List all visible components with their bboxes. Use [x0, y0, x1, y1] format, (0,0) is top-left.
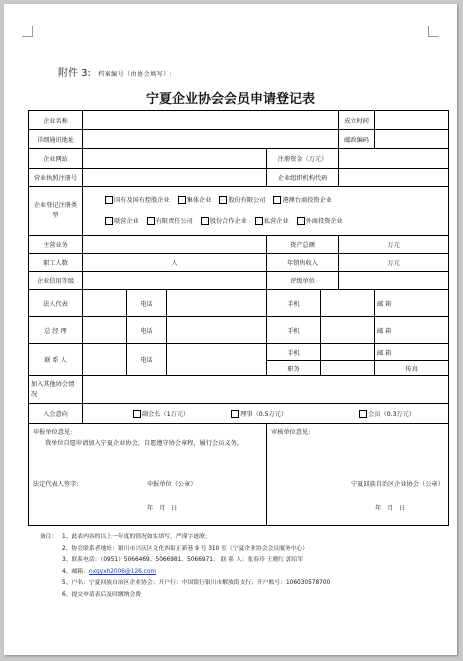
applicant-opinion-title: 申报单位意见: [33, 429, 73, 436]
email-link[interactable]: nxqyxh2006@126.com [88, 568, 157, 575]
general-manager-mobile-input[interactable] [321, 317, 375, 344]
document-page [4, 4, 457, 655]
row-license [29, 169, 449, 187]
row-address [29, 130, 449, 149]
total-assets-label: 资产总额 [267, 236, 339, 254]
row-main-business [29, 236, 449, 254]
phone-label: 电话 [127, 290, 167, 317]
contact-position-input[interactable] [321, 361, 375, 376]
application-form-table [28, 110, 449, 526]
checkbox-icon[interactable] [255, 217, 263, 225]
reg-type-row-2 [105, 215, 446, 228]
general-manager-label: 总 经 理 [29, 317, 83, 344]
review-opinion-cell[interactable] [267, 424, 449, 526]
general-manager-input[interactable] [83, 317, 127, 344]
reg-type-option[interactable]: 国有及国有控股企业 [105, 194, 170, 207]
reg-type-option[interactable]: 股份有限公司 [219, 194, 265, 207]
general-manager-phone-input[interactable] [167, 317, 267, 344]
legal-rep-label: 法人代表 [29, 290, 83, 317]
row-other-association [29, 376, 449, 404]
mobile-label: 手机 [267, 344, 321, 361]
row-company-name [29, 111, 449, 130]
checkbox-icon[interactable] [105, 217, 113, 225]
employees-unit[interactable]: 人 [83, 254, 267, 272]
notes-heading: 备注： [40, 534, 58, 540]
contact-email-cell[interactable] [375, 344, 449, 361]
email-label: 邮 箱 [377, 327, 392, 335]
checkbox-icon[interactable] [219, 196, 227, 204]
rating-agency-input[interactable] [339, 272, 449, 290]
applicant-seal-label: 申报单位（公章） [147, 481, 197, 488]
reg-type-options [83, 187, 449, 236]
review-opinion-title: 审核单位意见: [271, 429, 311, 436]
notes-section [40, 532, 450, 602]
main-business-input[interactable] [83, 236, 267, 254]
founded-label: 成立时间 [339, 111, 375, 130]
org-code-label: 企业组织机构代码 [267, 169, 339, 187]
checkbox-icon[interactable] [105, 196, 113, 204]
phone-label: 电话 [127, 317, 167, 344]
form-title: 宁夏企业协会会员申请登记表 [145, 92, 315, 107]
join-intent-label: 入会意向 [29, 404, 83, 424]
employees-label: 职工人数 [29, 254, 83, 272]
license-label: 营业执照注册号 [29, 169, 83, 187]
row-registration-type [29, 187, 449, 236]
website-label: 企业网站 [29, 149, 83, 169]
total-assets-unit[interactable]: 万元 [339, 236, 449, 254]
credit-level-input[interactable] [83, 272, 267, 290]
annual-sales-unit[interactable]: 万元 [339, 254, 449, 272]
reg-type-option[interactable]: 外商投资企业 [297, 215, 343, 228]
row-legal-rep [29, 290, 449, 317]
capital-label: 注册资金（万元） [267, 149, 339, 169]
email-label: 邮 箱 [377, 300, 392, 308]
contact-input[interactable] [83, 344, 127, 376]
mobile-label: 手机 [267, 317, 321, 344]
capital-input[interactable] [339, 149, 449, 169]
reg-type-option[interactable]: 有限责任公司 [147, 215, 193, 228]
company-name-input[interactable] [83, 111, 339, 130]
general-manager-email-cell[interactable] [375, 317, 449, 344]
attachment-label: 附件 3: [58, 68, 91, 79]
row-credit [29, 272, 449, 290]
note-item: 5、户名：宁夏回族自治区企业协会；开户行：中国银行银川市解放街支行；开户账号：106030578700 [62, 580, 331, 587]
reg-type-option[interactable]: 联营企业 [105, 215, 139, 228]
org-code-input[interactable] [339, 169, 449, 187]
phone-label: 电话 [127, 344, 167, 376]
row-website [29, 149, 449, 169]
contact-phone-input[interactable] [167, 344, 267, 376]
row-join-intent [29, 404, 449, 424]
checkbox-icon[interactable] [359, 410, 367, 418]
contact-mobile-input[interactable] [321, 344, 375, 361]
reg-type-label: 企业登记注册类型 [29, 187, 83, 236]
license-input[interactable] [83, 169, 267, 187]
checkbox-icon[interactable] [297, 217, 305, 225]
legal-signature-label: 法定代表人签字: [33, 481, 79, 488]
applicant-date: 年 月 日 [147, 505, 178, 512]
address-input[interactable] [83, 130, 339, 149]
main-business-label: 主营业务 [29, 236, 83, 254]
reg-type-row-1 [105, 194, 446, 207]
legal-rep-input[interactable] [83, 290, 127, 317]
crop-mark [22, 26, 33, 37]
reg-type-option[interactable]: 私营企业 [255, 215, 289, 228]
address-label: 详细通讯地址 [29, 130, 83, 149]
checkbox-icon[interactable] [178, 196, 186, 204]
membership-option[interactable]: 副会长（1万元） [133, 409, 189, 418]
note-item: 备注： 1、此表内容的以上一年度的情况如实填写，严谨字迹潦； [40, 532, 450, 544]
reg-type-option[interactable]: 港澳台商投资企业 [273, 194, 332, 207]
other-association-label: 加入其他协会情况 [29, 376, 83, 404]
checkbox-icon[interactable] [231, 410, 239, 418]
row-contact-a [29, 344, 449, 361]
checkbox-icon[interactable] [133, 410, 141, 418]
note-item: 2、协会联系者地址：银川市兴庆区文化西街正新巷 9 号 310 室（宁夏企业协会会员服务中心） [62, 545, 309, 552]
reg-type-option[interactable]: 集体企业 [178, 194, 212, 207]
membership-options [83, 404, 449, 424]
fax-label: 传真 [375, 361, 449, 376]
credit-level-label: 企业信用等级 [29, 272, 83, 290]
note-item: 3、联系电话：（0951）5066469、5066981、5066971； 联 系 人：张春玲 王晓红 郭培军 [62, 557, 304, 564]
membership-option[interactable]: 理事（0.5万元） [231, 409, 287, 418]
review-date: 年 月 日 [375, 505, 406, 512]
row-opinions [29, 424, 449, 526]
annual-sales-label: 年销售收入 [267, 254, 339, 272]
legal-rep-phone-input[interactable] [167, 290, 267, 317]
checkbox-icon[interactable] [201, 217, 209, 225]
applicant-opinion-cell[interactable] [29, 424, 267, 526]
review-seal-label: 宁夏回族自治区企业协会（公章） [351, 481, 444, 488]
archive-number-label: 档案编号（由协会填写）: [98, 71, 173, 78]
contact-label: 联 系 人 [29, 344, 83, 376]
legal-rep-email-cell[interactable] [375, 290, 449, 317]
other-association-input[interactable] [83, 376, 449, 404]
legal-rep-mobile-input[interactable] [321, 290, 375, 317]
position-label: 职务 [267, 361, 321, 376]
row-employees [29, 254, 449, 272]
applicant-opinion-body: 我单位自愿申请加入宁夏企业协会，自愿遵守协会章程，履行会员义务。 [45, 440, 243, 447]
note-item: 6、提交申请表后及时缴纳会费 [62, 591, 142, 598]
attachment-line [58, 64, 172, 79]
email-label: 邮 箱 [377, 349, 392, 357]
founded-input[interactable] [375, 111, 449, 130]
website-input[interactable] [83, 149, 267, 169]
membership-option[interactable]: 会员（0.3万元） [359, 409, 415, 418]
row-general-manager [29, 317, 449, 344]
company-name-label: 企业名称 [29, 111, 83, 130]
crop-mark [428, 26, 439, 37]
postcode-label: 邮政编码 [339, 130, 375, 149]
note-item: 4、邮箱：nxqyxh2006@126.com [62, 568, 157, 575]
reg-type-option[interactable]: 股份合作企业 [201, 215, 247, 228]
checkbox-icon[interactable] [273, 196, 281, 204]
checkbox-icon[interactable] [147, 217, 155, 225]
mobile-label: 手机 [267, 290, 321, 317]
postcode-input[interactable] [375, 130, 449, 149]
rating-agency-label: 评级单位 [267, 272, 339, 290]
